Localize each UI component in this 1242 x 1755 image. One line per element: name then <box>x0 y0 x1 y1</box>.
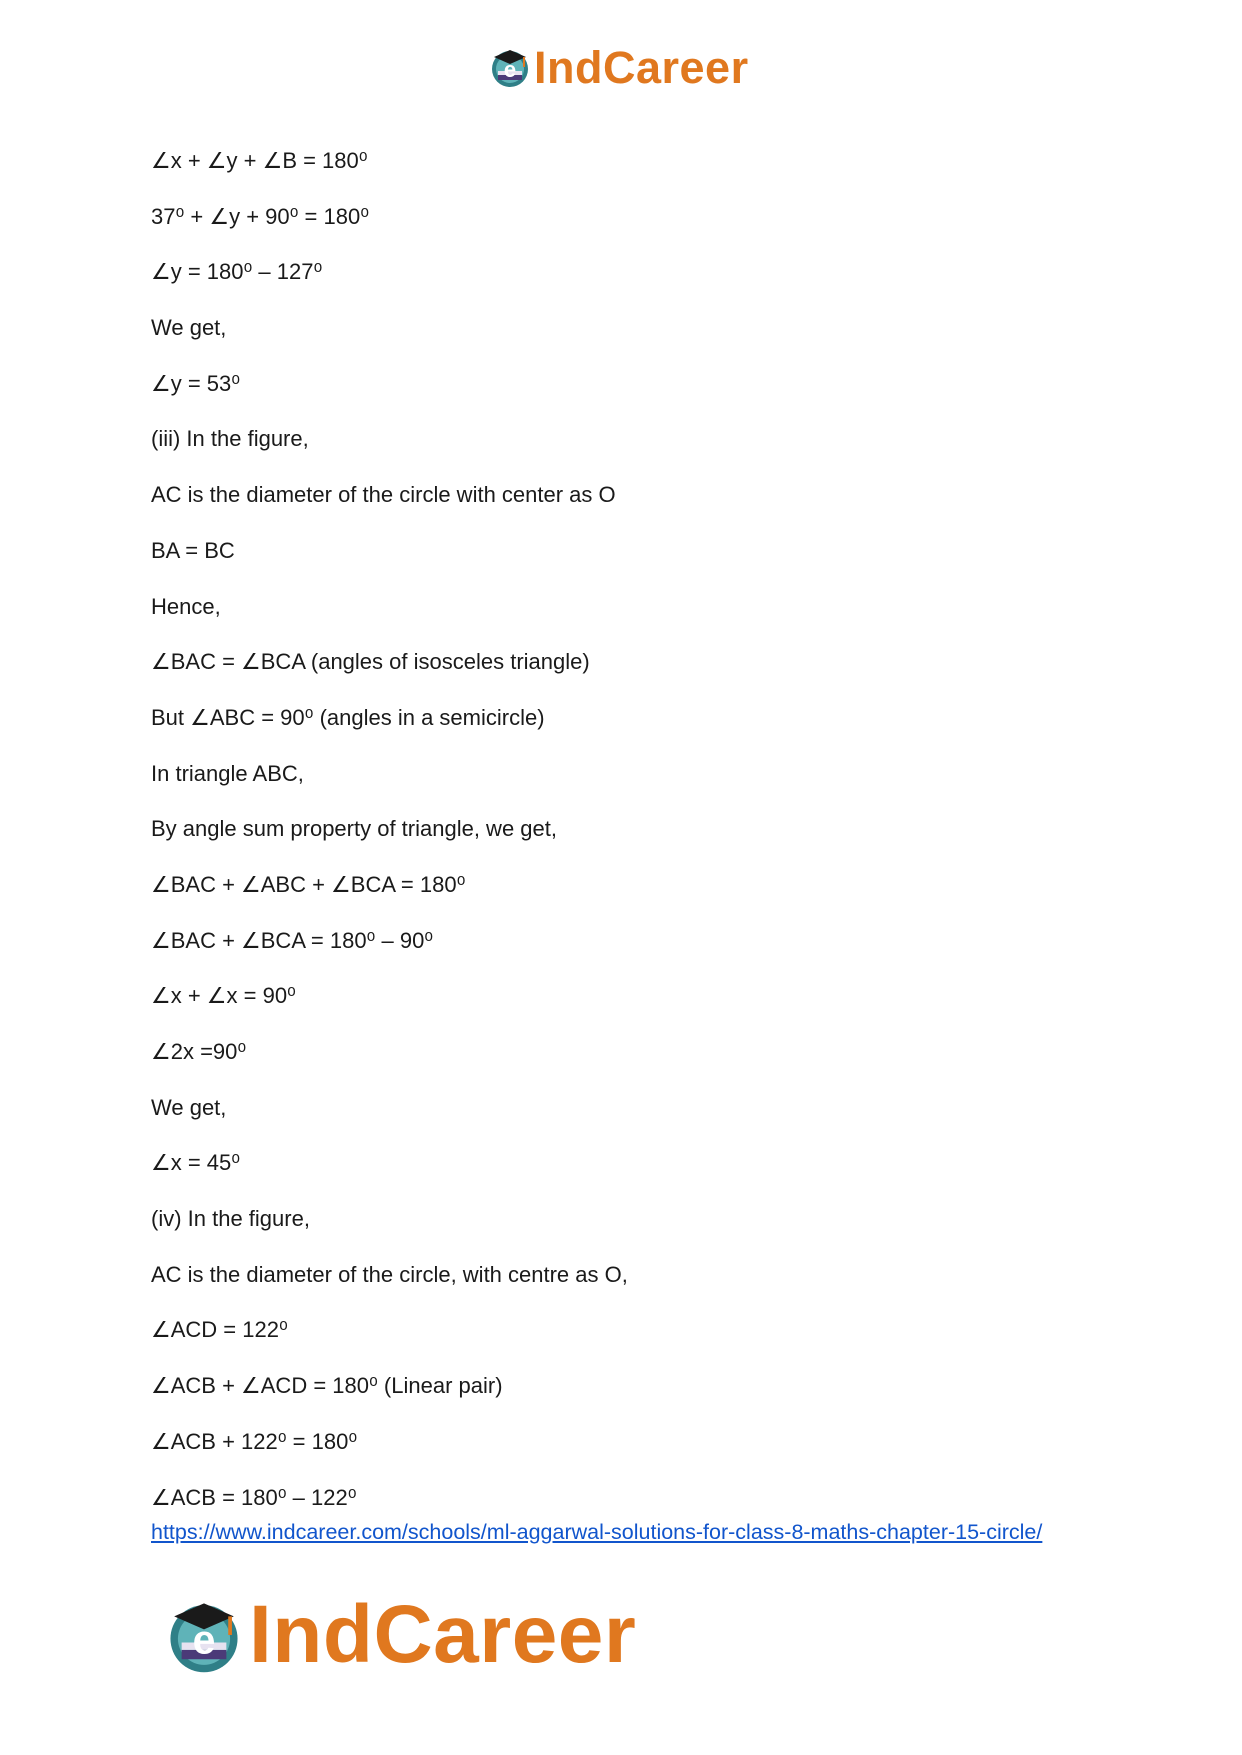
text-line: 37⁰ + ∠y + 90⁰ = 180⁰ <box>151 203 370 229</box>
text-line: (iv) In the figure, <box>151 1206 310 1232</box>
header-logo <box>488 42 749 92</box>
text-line: ∠y = 53⁰ <box>151 370 241 396</box>
brand-name: IndCareer <box>249 1589 637 1680</box>
text-line: ∠x + ∠x = 90⁰ <box>151 983 296 1009</box>
text-line: ∠ACB = 180⁰ – 122⁰ <box>151 1484 357 1510</box>
graduation-book-emblem-icon <box>488 45 532 89</box>
text-line: ∠y = 180⁰ – 127⁰ <box>151 259 323 285</box>
text-line: Hence, <box>151 593 221 619</box>
text-line: ∠BAC + ∠BCA = 180⁰ – 90⁰ <box>151 927 434 953</box>
graduation-book-emblem-icon <box>163 1594 245 1676</box>
text-line: AC is the diameter of the circle with center as O <box>151 482 616 508</box>
solution-body <box>151 148 1091 1511</box>
text-line: ∠ACB + 122⁰ = 180⁰ <box>151 1428 358 1454</box>
source-link[interactable]: https://www.indcareer.com/schools/ml-aggarwal-solutions-for-class-8-maths-chapter-15-circle/ <box>151 1520 1043 1544</box>
brand-name: IndCareer <box>534 41 749 93</box>
text-line: ∠ACD = 122⁰ <box>151 1317 288 1343</box>
text-line: ∠x = 45⁰ <box>151 1150 241 1176</box>
text-line: BA = BC <box>151 537 235 563</box>
text-line: By angle sum property of triangle, we get, <box>151 816 557 842</box>
text-line: (iii) In the figure, <box>151 426 309 452</box>
text-line: We get, <box>151 1094 227 1120</box>
text-line: ∠x + ∠y + ∠B = 180⁰ <box>151 148 368 173</box>
emblem-letter: e <box>503 57 517 82</box>
text-line: ∠ACB + ∠ACD = 180⁰ (Linear pair) <box>151 1373 503 1399</box>
footer-logo <box>163 1590 636 1680</box>
text-line: ∠BAC = ∠BCA (angles of isosceles triangle) <box>151 649 590 675</box>
text-line: In triangle ABC, <box>151 760 304 786</box>
text-line: ∠2x =90⁰ <box>151 1039 247 1064</box>
emblem-letter: e <box>192 1616 216 1663</box>
text-line: AC is the diameter of the circle, with centre as O, <box>151 1261 628 1287</box>
text-line: ∠BAC + ∠ABC + ∠BCA = 180⁰ <box>151 871 466 897</box>
text-line: But ∠ABC = 90⁰ (angles in a semicircle) <box>151 704 545 730</box>
text-line: We get, <box>151 315 227 341</box>
